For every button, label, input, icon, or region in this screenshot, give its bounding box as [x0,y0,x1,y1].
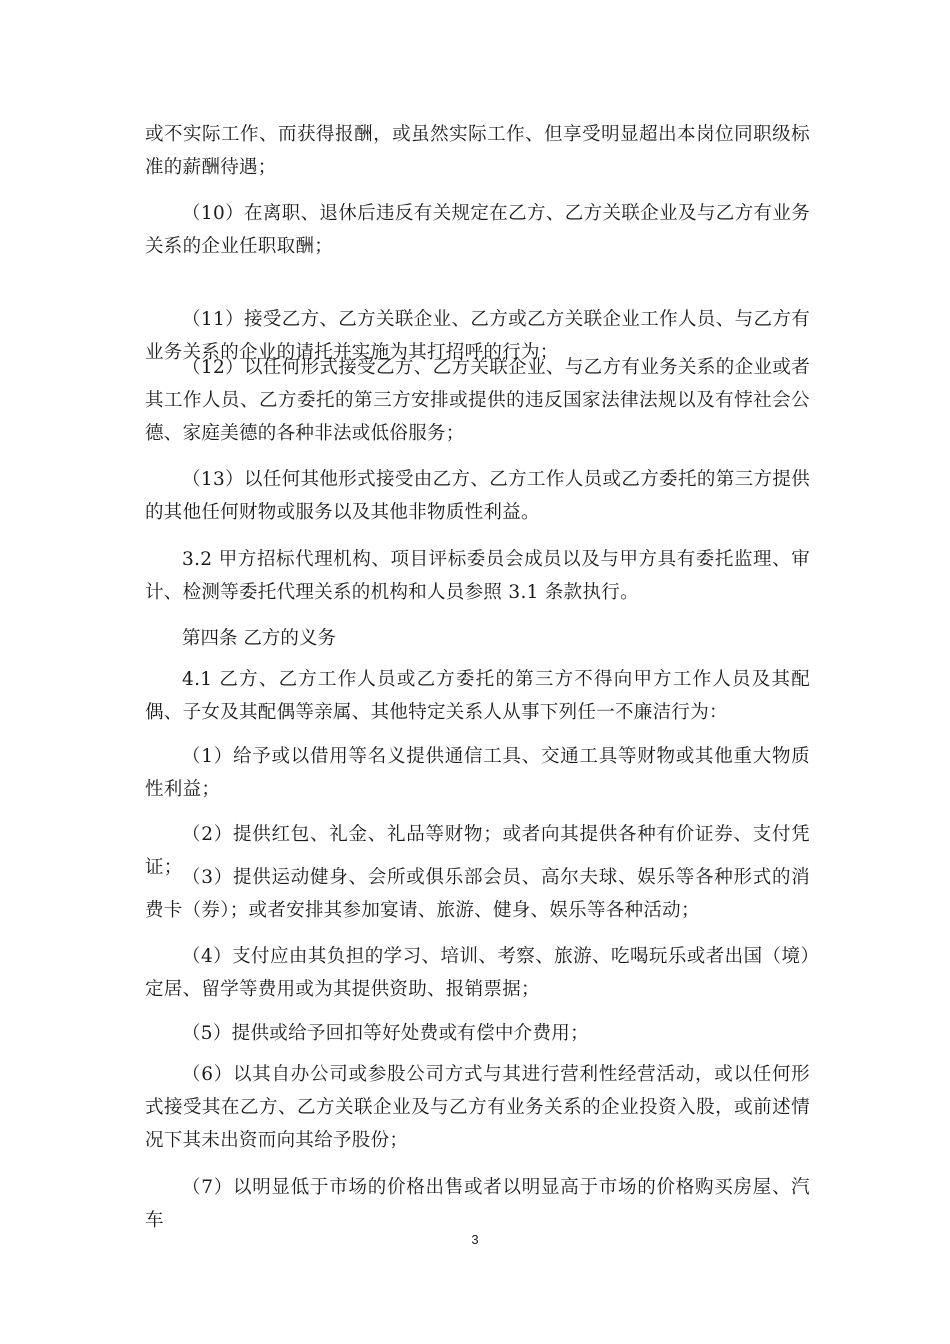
paragraph-clause-3-2: 3.2 甲方招标代理机构、项目评标委员会成员以及与甲方具有委托监理、审计、检测等委托代理关系的机构和人员参照 3.1 条款执行。 [145,549,810,603]
paragraph-item-13: （13）以任何其他形式接受由乙方、乙方工作人员或乙方委托的第三方提供的其他任何财物或服务以及其他非物质性利益。 [145,469,810,523]
section-heading-article-4: 第四条 乙方的义务 [182,628,336,649]
paragraph-item-11: （11）接受乙方、乙方关联企业、乙方或乙方关联企业工作人员、与乙方有业务关系的企业的请托并实施为其打招呼的行为； [145,309,810,363]
paragraph-continuation: 或不实际工作、而获得报酬，或虽然实际工作、但享受明显超出本岗位同职级标准的薪酬待遇； [145,124,810,178]
paragraph-item-6: （6）以其自办公司或参股公司方式与其进行营利性经营活动，或以任何形式接受其在乙方、乙方关联企业及与乙方有业务关系的企业投资入股，或前述情况下其未出资而向其给予股份； [145,1064,810,1151]
paragraph-item-4: （4）支付应由其负担的学习、培训、考察、旅游、吃喝玩乐或者出国（境）定居、留学等费用或为其提供资助、报销票据； [145,946,810,1000]
page-number: 3 [471,1232,479,1247]
paragraph-item-10: （10）在离职、退休后违反有关规定在乙方、乙方关联企业及与乙方有业务关系的企业任职取酬； [145,203,810,257]
paragraph-item-2: （2）提供红包、礼金、礼品等财物；或者向其提供各种有价证券、支付凭证； [145,824,810,878]
paragraph-item-7: （7）以明显低于市场的价格出售或者以明显高于市场的价格购买房屋、汽车 [145,1177,810,1231]
paragraph-item-3: （3）提供运动健身、会所或俱乐部会员、高尔夫球、娱乐等各种形式的消费卡（券）；或者安排其参加宴请、旅游、健身、娱乐等各种活动； [145,867,810,921]
paragraph-item-5: （5）提供或给予回扣等好处费或有偿中介费用； [182,1023,589,1044]
paragraph-item-1: （1）给予或以借用等名义提供通信工具、交通工具等财物或其他重大物质性利益； [145,746,810,800]
paragraph-item-12: （12）以任何形式接受乙方、乙方关联企业、与乙方有业务关系的企业或者其工作人员、乙方委托的第三方安排或提供的违反国家法律法规以及有悖社会公德、家庭美德的各种非法或低俗服务； [145,357,810,444]
paragraph-clause-4-1: 4.1 乙方、乙方工作人员或乙方委托的第三方不得向甲方工作人员及其配偶、子女及其配偶等亲属、其他特定关系人从事下列任一不廉洁行为： [145,669,810,723]
